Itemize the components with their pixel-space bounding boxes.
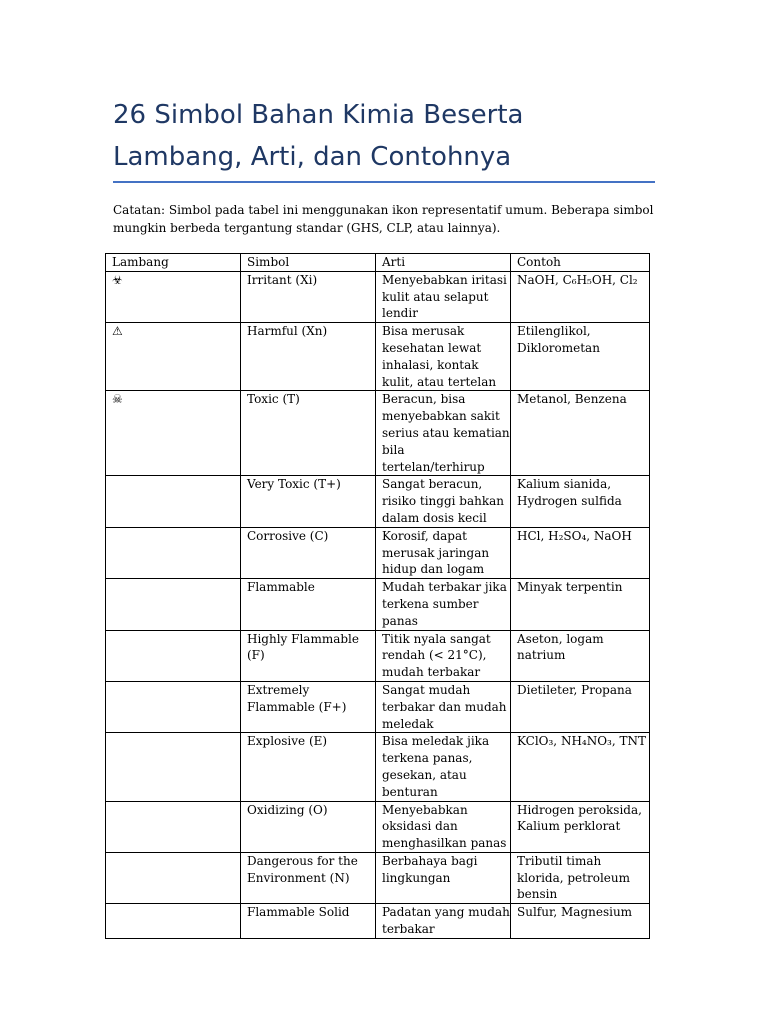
cell-contoh: HCl, H₂SO₄, NaOH	[511, 527, 650, 578]
table-row	[106, 527, 650, 578]
table-row	[106, 579, 650, 630]
cell-arti: Menyebabkan iritasi kulit atau selaput lendir	[376, 271, 511, 322]
cell-arti: Titik nyala sangat rendah (< 21°C), mudah terbakar	[376, 630, 511, 681]
cell-lambang	[106, 476, 241, 527]
cell-lambang	[106, 630, 241, 681]
table-row	[106, 801, 650, 852]
table-row	[106, 391, 650, 476]
cell-lambang	[106, 527, 241, 578]
cell-lambang	[106, 323, 241, 391]
table-row	[106, 681, 650, 732]
title-underline	[113, 181, 655, 183]
cell-contoh: Sulfur, Magnesium	[511, 904, 650, 939]
cell-contoh: Kalium sianida, Hydrogen sulfida	[511, 476, 650, 527]
cell-arti: Bisa merusak kesehatan lewat inhalasi, kontak kulit, atau tertelan	[376, 323, 511, 391]
header-arti: Arti	[376, 254, 511, 272]
table-row	[106, 271, 650, 322]
cell-contoh: Minyak terpentin	[511, 579, 650, 630]
cell-simbol: Corrosive (C)	[241, 527, 376, 578]
cell-contoh: Hidrogen peroksida, Kalium perklorat	[511, 801, 650, 852]
table-row	[106, 852, 650, 903]
page-title: 26 Simbol Bahan Kimia Beserta Lambang, Arti, dan Contohnya	[113, 100, 524, 172]
cell-simbol: Harmful (Xn)	[241, 323, 376, 391]
cell-lambang	[106, 852, 241, 903]
cell-contoh: Dietileter, Propana	[511, 681, 650, 732]
warning-icon: ⚠	[112, 324, 123, 339]
cell-contoh: NaOH, C₆H₅OH, Cl₂	[511, 271, 650, 322]
chemical-symbols-table	[105, 253, 650, 939]
cell-arti: Sangat mudah terbakar dan mudah meledak	[376, 681, 511, 732]
cell-simbol: Flammable Solid	[241, 904, 376, 939]
cell-contoh: Etilenglikol, Diklorometan	[511, 323, 650, 391]
cell-arti: Bisa meledak jika terkena panas, gesekan, atau benturan	[376, 733, 511, 801]
cell-arti: Sangat beracun, risiko tinggi bahkan dalam dosis kecil	[376, 476, 511, 527]
cell-simbol: Irritant (Xi)	[241, 271, 376, 322]
cell-arti: Berbahaya bagi lingkungan	[376, 852, 511, 903]
header-simbol: Simbol	[241, 254, 376, 272]
cell-arti: Mudah terbakar jika terkena sumber panas	[376, 579, 511, 630]
cell-contoh: Aseton, logam natrium	[511, 630, 650, 681]
table-row	[106, 323, 650, 391]
cell-simbol: Highly Flammable (F)	[241, 630, 376, 681]
table-body	[106, 254, 650, 939]
cell-simbol: Dangerous for the Environment (N)	[241, 852, 376, 903]
cell-contoh: Metanol, Benzena	[511, 391, 650, 476]
cell-lambang	[106, 801, 241, 852]
cell-arti: Padatan yang mudah terbakar	[376, 904, 511, 939]
cell-lambang	[106, 391, 241, 476]
note-paragraph: Catatan: Simbol pada tabel ini menggunakan ikon representatif umum. Beberapa simbol mungkin berbeda tergantung standar (GHS, CLP, atau lainnya).	[113, 203, 654, 235]
cell-lambang	[106, 271, 241, 322]
cell-simbol: Explosive (E)	[241, 733, 376, 801]
cell-lambang	[106, 681, 241, 732]
header-contoh: Contoh	[511, 254, 650, 272]
cell-arti: Korosif, dapat merusak jaringan hidup dan logam	[376, 527, 511, 578]
cell-simbol: Extremely Flammable (F+)	[241, 681, 376, 732]
table-header-row	[106, 254, 650, 272]
biohazard-icon: ☣	[112, 272, 123, 287]
cell-arti: Menyebabkan oksidasi dan menghasilkan panas	[376, 801, 511, 852]
cell-lambang	[106, 904, 241, 939]
cell-arti: Beracun, bisa menyebabkan sakit serius atau kematian bila tertelan/terhirup	[376, 391, 511, 476]
table-row	[106, 733, 650, 801]
cell-simbol: Oxidizing (O)	[241, 801, 376, 852]
table-row	[106, 904, 650, 939]
header-lambang: Lambang	[106, 254, 241, 272]
table-row	[106, 476, 650, 527]
cell-simbol: Flammable	[241, 579, 376, 630]
cell-contoh: Tributil timah klorida, petroleum bensin	[511, 852, 650, 903]
table-row	[106, 630, 650, 681]
cell-lambang	[106, 733, 241, 801]
cell-simbol: Very Toxic (T+)	[241, 476, 376, 527]
cell-contoh: KClO₃, NH₄NO₃, TNT	[511, 733, 650, 801]
skull-crossbones-icon: ☠	[112, 392, 123, 407]
cell-lambang	[106, 579, 241, 630]
cell-simbol: Toxic (T)	[241, 391, 376, 476]
